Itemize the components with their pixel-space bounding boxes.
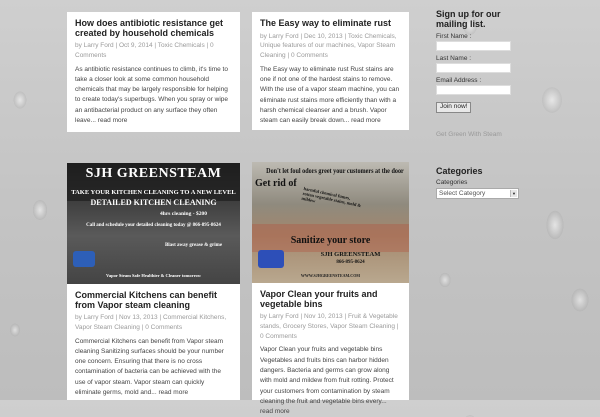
author-link[interactable]: Larry Ford <box>268 313 299 320</box>
steam-machine-image <box>73 251 95 267</box>
post-meta: by Larry Ford | Nov 10, 2013 | Fruit & Vegetable stands, Grocery Stores, Vapor Steam Cleaning | 0 Comments <box>260 313 399 340</box>
mailing-list-title: Sign up for our mailing list. <box>436 9 501 29</box>
category-link[interactable]: Toxic Chemicals <box>157 42 205 49</box>
post-date: Nov 10, 2013 <box>303 313 343 320</box>
comments-link[interactable]: 0 Comments <box>145 323 183 331</box>
post-thumbnail[interactable]: SJH GREENSTEAM TAKE YOUR KITCHEN CLEANING TO A NEW LEVEL DETAILED KITCHEN CLEANING 4hrs cleaning - $200 Call and schedule your detailed cleaning today @ 866-895-8624 Blast away grease & grime Vapor Steam Safe Healthier & Cleaner tomorrow <box>67 163 240 284</box>
categories-title: Categories <box>436 166 483 176</box>
author-link[interactable]: Larry Ford <box>83 42 114 49</box>
author-link[interactable]: Larry Ford <box>83 314 114 321</box>
post-excerpt: The Easy way to eliminate rust Rust stains are one if not one of the hardest stains to remove. With the use of a vapor steam machine, you can eliminate rust stains more efficiently than with a harsh chemical cleanser and a brush. Vapor steam can easily break down... read more <box>260 65 400 125</box>
post-meta: by Larry Ford | Nov 13, 2013 | Commercial Kitchens, Vapor Steam Cleaning | 0 Comments <box>75 314 227 331</box>
chevron-down-icon: ▼ <box>510 190 517 197</box>
mailing-list-widget <box>436 10 586 113</box>
category-link[interactable]: Commercial Kitchens, Vapor Steam Cleaning <box>75 314 227 331</box>
post-date: Dec 10, 2013 <box>303 32 343 40</box>
thumb-headline: Sanitize your store <box>290 235 371 246</box>
categories-label: Categories <box>436 179 468 186</box>
first-name-label: First Name : <box>436 33 472 40</box>
email-label: Email Address : <box>436 77 482 84</box>
last-name-field[interactable] <box>436 63 511 73</box>
post-date: Nov 13, 2013 <box>118 314 158 321</box>
post-title[interactable]: Commercial Kitchens can benefit from Vapor steam cleaning <box>75 290 218 310</box>
read-more-link[interactable]: read more <box>351 117 381 125</box>
post-excerpt: Vapor Clean your fruits and vegetable bins Vegetables and fruits bins can harbor hidden dangers. Bacteria and germs can grow along with mold and mildew from fruit rotting. Protect your customers from contamination by steam cleaning the fruit and vegetable bins every... read more <box>260 346 394 416</box>
post-excerpt: Commercial Kitchens can benefit from Vapor steam cleaning Sanitizing surfaces should be your number one concern. Ensuring that there is no cross contamination of bacteria can be achieved with the use of vapor steam. Vapor steam can quickly eliminate germs, mold and... read more <box>75 337 224 397</box>
category-select[interactable] <box>436 188 519 199</box>
post-card <box>67 12 240 132</box>
read-more-link[interactable]: read more <box>97 117 128 125</box>
post-title[interactable]: Vapor Clean your fruits and vegetable bins <box>260 289 378 309</box>
post-card <box>252 283 409 416</box>
comments-link[interactable]: 0 Comments <box>75 42 214 59</box>
post-thumbnail[interactable]: Don't let foul odors greet your customers at the door Get rid of harmful chemical fumes, rotten vegetable stains, mold & mildew Sanitize your store SJH GREENSTEAM 866-895-8624 WWW.SJHGREENSTEAM.COM <box>252 162 409 283</box>
read-more-link[interactable]: read more <box>260 408 290 416</box>
post-meta: by Larry Ford | Oct 9, 2014 | Toxic Chemicals | 0 Comments <box>75 42 214 59</box>
category-select-value: Select Category <box>439 190 486 197</box>
first-name-field[interactable] <box>436 41 511 51</box>
post-date: Oct 9, 2014 <box>118 42 153 49</box>
comments-link[interactable]: 0 Comments <box>260 332 297 340</box>
read-more-link[interactable]: read more <box>158 389 189 397</box>
join-now-button[interactable]: Join now! <box>436 102 471 113</box>
tagline-link[interactable]: Get Green With Steam <box>436 131 502 138</box>
steam-machine-image <box>258 250 284 268</box>
post-excerpt: As antibiotic resistance continues to climb, it's time to take a closer look at some common household chemicals that may be largely responsible for helping to create today's superbugs. When you spray or wipe an antibacterial product on any surface they often leave... read more <box>75 65 228 125</box>
email-field[interactable] <box>436 85 511 95</box>
thumb-brand: SJH GREENSTEAM <box>85 166 222 181</box>
comments-link[interactable]: 0 Comments <box>290 52 328 60</box>
post-card <box>67 284 240 400</box>
post-meta: by Larry Ford | Dec 10, 2013 | Toxic Chemicals, Unique features of our machines, Vapor Steam Cleaning | 0 Comments <box>260 32 397 60</box>
post-card <box>252 12 409 130</box>
post-title[interactable]: The Easy way to eliminate rust <box>260 18 392 28</box>
last-name-label: Last Name : <box>436 55 472 62</box>
author-link[interactable]: Larry Ford <box>268 32 299 40</box>
category-link[interactable]: Toxic Chemicals, Unique features of our machines, Vapor Steam Cleaning <box>260 32 397 60</box>
post-title[interactable]: How does antibiotic resistance get created by household chemicals <box>75 18 224 38</box>
category-link[interactable]: Fruit & Vegetable stands, Grocery Stores, Vapor Steam Cleaning <box>260 313 398 330</box>
